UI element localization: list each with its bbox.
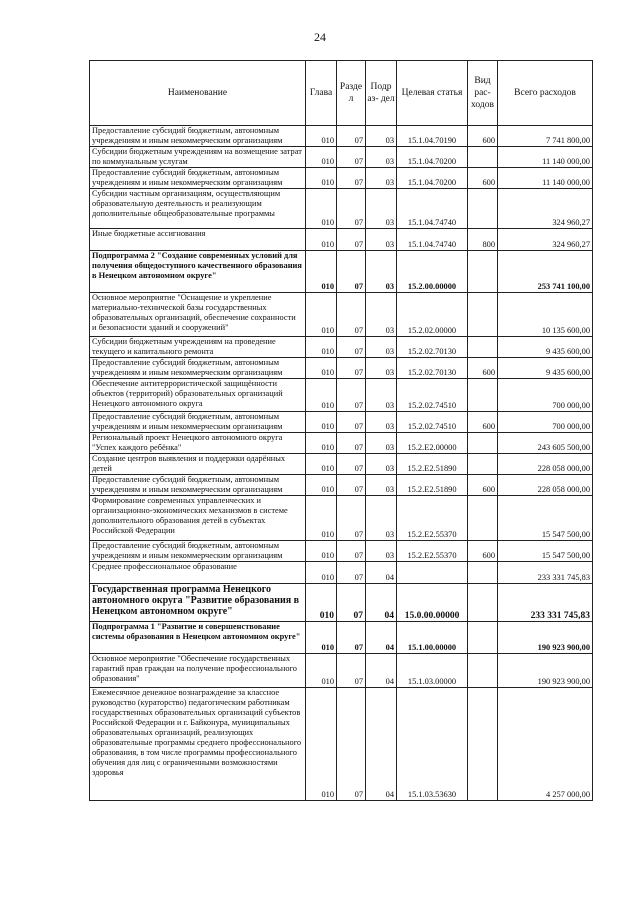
row-name: Государственная программа Ненецкого автономного округа "Развитие образования в Ненецком автономном округе": [90, 584, 306, 622]
table-body: [90, 126, 593, 801]
row-vid: [468, 337, 498, 358]
row-total: 7 741 800,00: [498, 126, 593, 147]
row-name: Основное мероприятие "Оснащение и укрепление материально-технической базы государственных образовательных организаций, обеспечение сохранности и безопасности зданий и сооружений": [90, 293, 306, 337]
header-razdel: Разде л: [337, 61, 366, 126]
row-glava: 010: [306, 584, 337, 622]
row-glava: 010: [306, 189, 337, 229]
row-glava: 010: [306, 475, 337, 496]
row-name: Субсидии частным организациям, осуществляющим образовательную деятельность и реализующим дополнительные общеобразовательные программы: [90, 189, 306, 229]
table-row: [90, 622, 593, 654]
row-razdel: 07: [337, 622, 366, 654]
row-statya: 15.2.02.00000: [397, 293, 468, 337]
row-total: 233 331 745,83: [498, 562, 593, 584]
row-podrazdel: 03: [366, 454, 397, 475]
table-header-row: [90, 61, 593, 126]
row-podrazdel: 03: [366, 379, 397, 412]
row-name: Предоставление субсидий бюджетным, автономным учреждениям и иным некоммерческим организациям: [90, 541, 306, 562]
row-podrazdel: 03: [366, 126, 397, 147]
row-statya: 15.1.04.70200: [397, 168, 468, 189]
row-vid: 600: [468, 412, 498, 433]
row-glava: 010: [306, 541, 337, 562]
table-row: [90, 229, 593, 251]
row-statya: 15.2.02.70130: [397, 337, 468, 358]
row-glava: 010: [306, 126, 337, 147]
row-razdel: 07: [337, 358, 366, 379]
row-glava: 010: [306, 496, 337, 541]
row-razdel: 07: [337, 126, 366, 147]
row-total: 10 135 600,00: [498, 293, 593, 337]
row-podrazdel: 04: [366, 688, 397, 801]
row-vid: 600: [468, 168, 498, 189]
table-row: [90, 562, 593, 584]
row-podrazdel: 03: [366, 541, 397, 562]
row-total: 11 140 000,00: [498, 168, 593, 189]
row-statya: 15.2.00.00000: [397, 251, 468, 293]
table-row: [90, 251, 593, 293]
row-podrazdel: 04: [366, 584, 397, 622]
row-total: 9 435 600,00: [498, 358, 593, 379]
page-number: 24: [314, 30, 326, 44]
table-row: [90, 337, 593, 358]
table-row: [90, 168, 593, 189]
row-total: 700 000,00: [498, 412, 593, 433]
row-total: 15 547 500,00: [498, 541, 593, 562]
row-podrazdel: 04: [366, 654, 397, 688]
row-razdel: 07: [337, 293, 366, 337]
row-total: 4 257 000,00: [498, 688, 593, 801]
row-vid: [468, 654, 498, 688]
table-row: [90, 189, 593, 229]
row-total: 228 058 000,00: [498, 475, 593, 496]
row-podrazdel: 03: [366, 229, 397, 251]
row-name: Формирование современных управленческих и организационно-экономических механизмов в системе дополнительного образования детей в субъектах Российской Федерации: [90, 496, 306, 541]
row-podrazdel: 03: [366, 251, 397, 293]
row-name: Иные бюджетные ассигнования: [90, 229, 306, 251]
row-razdel: 07: [337, 251, 366, 293]
table-row: [90, 688, 593, 801]
row-total: 233 331 745,83: [498, 584, 593, 622]
row-glava: 010: [306, 293, 337, 337]
header-statya: Целевая статья: [397, 61, 468, 126]
row-glava: 010: [306, 433, 337, 454]
row-vid: 600: [468, 475, 498, 496]
row-total: 700 000,00: [498, 379, 593, 412]
row-name: Обеспечение антитеррористической защищённости объектов (территорий) образовательных организаций Ненецкого автономного округа: [90, 379, 306, 412]
row-razdel: 07: [337, 584, 366, 622]
row-razdel: 07: [337, 496, 366, 541]
row-razdel: 07: [337, 541, 366, 562]
row-vid: [468, 189, 498, 229]
row-podrazdel: 03: [366, 189, 397, 229]
row-name: Предоставление субсидий бюджетным, автономным учреждениям и иным некоммерческим организациям: [90, 475, 306, 496]
row-statya: 15.2.02.70130: [397, 358, 468, 379]
row-podrazdel: 03: [366, 147, 397, 168]
table-row: [90, 412, 593, 433]
row-vid: [468, 584, 498, 622]
row-total: 190 923 900,00: [498, 622, 593, 654]
row-name: Предоставление субсидий бюджетным, автономным учреждениям и иным некоммерческим организациям: [90, 358, 306, 379]
row-statya: 15.1.04.74740: [397, 229, 468, 251]
row-statya: 15.1.00.00000: [397, 622, 468, 654]
table-row: [90, 454, 593, 475]
header-total: Всего расходов: [498, 61, 593, 126]
row-podrazdel: 03: [366, 358, 397, 379]
row-glava: 010: [306, 622, 337, 654]
row-glava: 010: [306, 358, 337, 379]
row-total: 11 140 000,00: [498, 147, 593, 168]
row-total: 190 923 900,00: [498, 654, 593, 688]
row-glava: 010: [306, 412, 337, 433]
row-name: Подпрограмма 1 "Развитие и совершенствование системы образования в Ненецком автономном округе": [90, 622, 306, 654]
row-name: Предоставление субсидий бюджетным, автономным учреждениям и иным некоммерческим организациям: [90, 126, 306, 147]
row-vid: 600: [468, 358, 498, 379]
row-statya: 15.2.E2.00000: [397, 433, 468, 454]
row-glava: 010: [306, 147, 337, 168]
row-total: 243 605 500,00: [498, 433, 593, 454]
row-podrazdel: 03: [366, 293, 397, 337]
row-name: Основное мероприятие "Обеспечение государственных гарантий прав граждан на получение профессионального образования": [90, 654, 306, 688]
row-glava: 010: [306, 688, 337, 801]
row-total: 324 960,27: [498, 189, 593, 229]
row-razdel: 07: [337, 168, 366, 189]
table-row: [90, 475, 593, 496]
row-razdel: 07: [337, 379, 366, 412]
row-vid: [468, 293, 498, 337]
row-vid: [468, 496, 498, 541]
row-total: 9 435 600,00: [498, 337, 593, 358]
row-razdel: 07: [337, 654, 366, 688]
table-row: [90, 147, 593, 168]
row-total: 253 741 100,00: [498, 251, 593, 293]
row-name: Среднее профессиональное образование: [90, 562, 306, 584]
row-vid: [468, 688, 498, 801]
row-podrazdel: 03: [366, 412, 397, 433]
row-vid: 800: [468, 229, 498, 251]
row-name: Предоставление субсидий бюджетным, автономным учреждениям и иным некоммерческим организациям: [90, 412, 306, 433]
row-vid: [468, 379, 498, 412]
row-statya: [397, 562, 468, 584]
header-vid: Вид рас- ходов: [468, 61, 498, 126]
table-row: [90, 584, 593, 622]
row-statya: 15.2.E2.51890: [397, 475, 468, 496]
table-row: [90, 496, 593, 541]
row-razdel: 07: [337, 337, 366, 358]
row-vid: 600: [468, 126, 498, 147]
row-statya: 15.1.04.70200: [397, 147, 468, 168]
row-razdel: 07: [337, 562, 366, 584]
table-row: [90, 433, 593, 454]
row-name: Субсидии бюджетным учреждениям на проведение текущего и капитального ремонта: [90, 337, 306, 358]
row-statya: 15.1.03.00000: [397, 654, 468, 688]
row-statya: 15.1.04.74740: [397, 189, 468, 229]
budget-table: [89, 60, 593, 801]
row-name: Субсидии бюджетным учреждениям на возмещение затрат по коммунальным услугам: [90, 147, 306, 168]
row-razdel: 07: [337, 433, 366, 454]
row-podrazdel: 03: [366, 337, 397, 358]
row-statya: 15.0.00.00000: [397, 584, 468, 622]
row-razdel: 07: [337, 475, 366, 496]
row-vid: [468, 433, 498, 454]
row-podrazdel: 03: [366, 475, 397, 496]
row-total: 228 058 000,00: [498, 454, 593, 475]
row-statya: 15.2.E2.51890: [397, 454, 468, 475]
row-vid: 600: [468, 541, 498, 562]
row-razdel: 07: [337, 229, 366, 251]
table-row: [90, 379, 593, 412]
table-row: [90, 293, 593, 337]
row-statya: 15.1.03.53630: [397, 688, 468, 801]
row-statya: 15.2.02.74510: [397, 412, 468, 433]
header-glava: Глава: [306, 61, 337, 126]
row-podrazdel: 03: [366, 496, 397, 541]
row-razdel: 07: [337, 412, 366, 433]
table-row: [90, 358, 593, 379]
row-podrazdel: 03: [366, 433, 397, 454]
table-row: [90, 541, 593, 562]
row-vid: [468, 251, 498, 293]
row-total: 324 960,27: [498, 229, 593, 251]
row-razdel: 07: [337, 454, 366, 475]
row-statya: 15.2.02.74510: [397, 379, 468, 412]
row-name: Создание центров выявления и поддержки одарённых детей: [90, 454, 306, 475]
row-statya: 15.2.E2.55370: [397, 541, 468, 562]
row-name: Подпрограмма 2 "Создание современных условий для получения общедоступного качественного образования в Ненецком автономном округе": [90, 251, 306, 293]
row-statya: 15.2.E2.55370: [397, 496, 468, 541]
row-glava: 010: [306, 168, 337, 189]
row-name: Региональный проект Ненецкого автономного округа "Успех каждого ребёнка": [90, 433, 306, 454]
row-vid: [468, 562, 498, 584]
header-podrazdel: Подр аз- дел: [366, 61, 397, 126]
row-vid: [468, 147, 498, 168]
row-glava: 010: [306, 379, 337, 412]
row-total: 15 547 500,00: [498, 496, 593, 541]
table-row: [90, 654, 593, 688]
row-glava: 010: [306, 337, 337, 358]
row-podrazdel: 04: [366, 622, 397, 654]
row-glava: 010: [306, 562, 337, 584]
row-glava: 010: [306, 229, 337, 251]
header-name: Наименование: [90, 61, 306, 126]
row-glava: 010: [306, 654, 337, 688]
row-podrazdel: 03: [366, 168, 397, 189]
row-glava: 010: [306, 251, 337, 293]
row-vid: [468, 622, 498, 654]
row-razdel: 07: [337, 189, 366, 229]
row-razdel: 07: [337, 688, 366, 801]
row-statya: 15.1.04.70190: [397, 126, 468, 147]
row-podrazdel: 04: [366, 562, 397, 584]
row-glava: 010: [306, 454, 337, 475]
row-name: Ежемесячное денежное вознаграждение за классное руководство (кураторство) педагогическим работникам государственных образовательных организаций субъектов Российской Федерации и г. Байконура, муниципальных образовательных организаций, реализующих образовательные программы среднего профессионального образования, в том числе программы профессионального обучения для лиц с ограниченными возможностями здоровья: [90, 688, 306, 801]
row-vid: [468, 454, 498, 475]
row-name: Предоставление субсидий бюджетным, автономным учреждениям и иным некоммерческим организациям: [90, 168, 306, 189]
table-row: [90, 126, 593, 147]
row-razdel: 07: [337, 147, 366, 168]
